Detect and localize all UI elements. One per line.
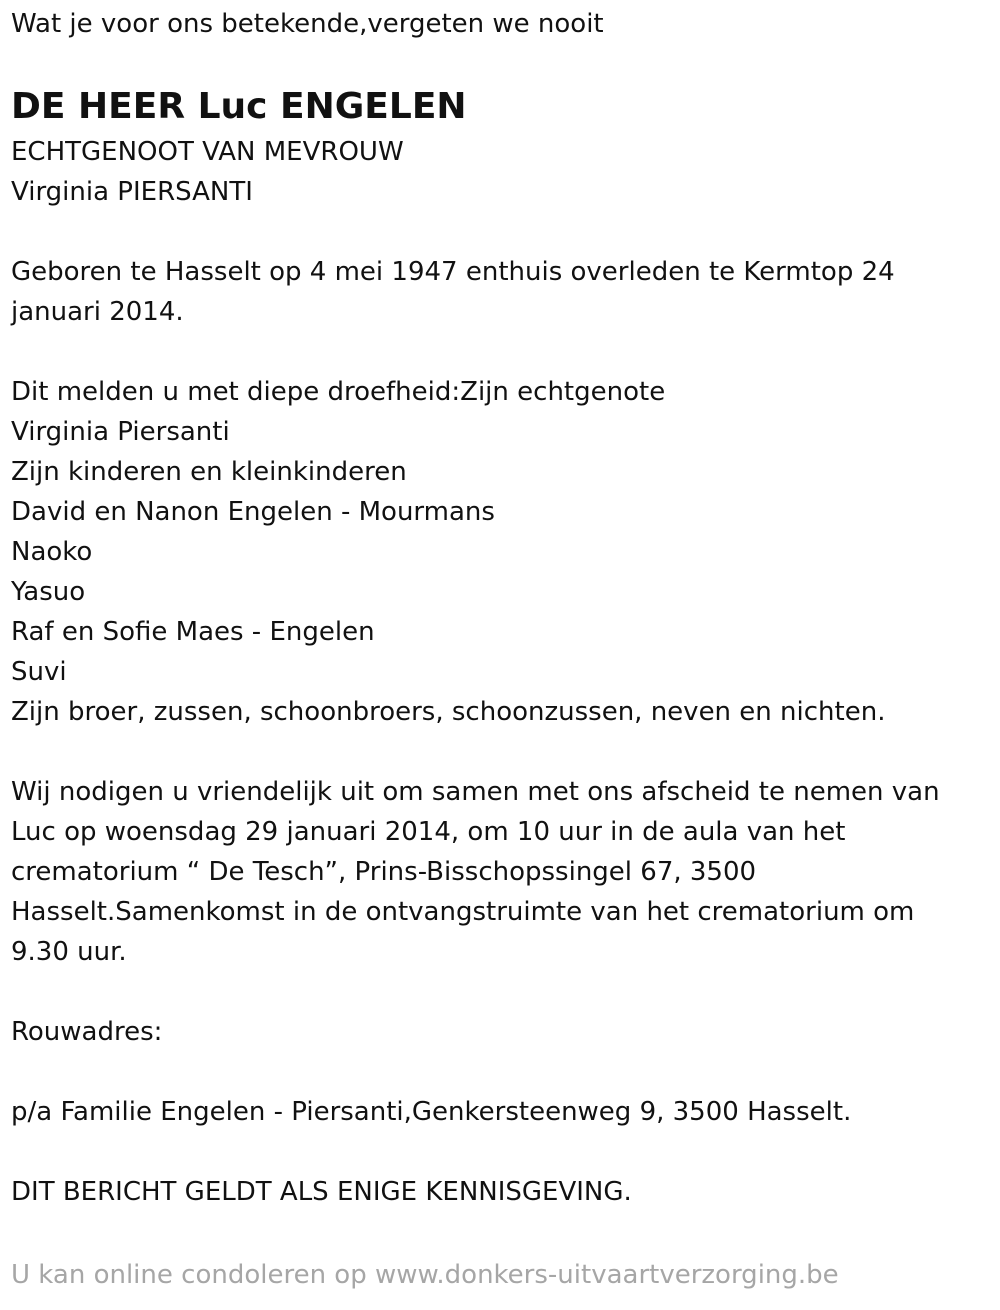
family-line: Dit melden u met diepe droefheid:Zijn echtgenote	[11, 377, 666, 407]
spouse-name: Virginia PIERSANTI	[11, 177, 253, 207]
family-paragraph	[11, 372, 986, 732]
invitation-line: Wij nodigen u vriendelijk uit om samen met ons afscheid te nemen van	[11, 777, 940, 807]
family-line: Zijn kinderen en kleinkinderen	[11, 457, 407, 487]
family-line: David en Nanon Engelen - Mourmans	[11, 497, 495, 527]
family-line: Raf en Sofie Maes - Engelen	[11, 617, 375, 647]
family-line: Naoko	[11, 537, 93, 567]
notice-text: DIT BERICHT GELDT ALS ENIGE KENNISGEVING.	[11, 1177, 632, 1207]
deceased-name: DE HEER Luc ENGELEN	[11, 86, 467, 127]
birth-death-line: Geboren te Hasselt op 4 mei 1947 enthuis overleden te Kermtop 24	[11, 257, 895, 287]
motto: Wat je voor ons betekende,vergeten we nooit	[11, 9, 604, 39]
family-line: Yasuo	[11, 577, 86, 607]
death-notice	[11, 0, 986, 1212]
family-line: Virginia Piersanti	[11, 417, 230, 447]
spouse-title: ECHTGENOOT VAN MEVROUW	[11, 137, 404, 167]
address-label: Rouwadres:	[11, 1017, 163, 1047]
condolence-link-text[interactable]: U kan online condoleren op www.donkers-uitvaartverzorging.be	[11, 1260, 839, 1290]
notice-paragraph	[11, 1172, 986, 1212]
invitation-line: Luc op woensdag 29 januari 2014, om 10 uur in de aula van het	[11, 817, 846, 847]
invitation-paragraph	[11, 772, 986, 972]
family-line: Suvi	[11, 657, 67, 687]
birth-death-paragraph	[11, 252, 986, 332]
address-paragraph	[11, 1092, 986, 1132]
invitation-line: 9.30 uur.	[11, 937, 127, 967]
invitation-line: Hasselt.Samenkomst in de ontvangstruimte van het crematorium om	[11, 897, 915, 927]
address-label-paragraph	[11, 1012, 986, 1052]
mourning-address: p/a Familie Engelen - Piersanti,Genkersteenweg 9, 3500 Hasselt.	[11, 1097, 852, 1127]
birth-death-line: januari 2014.	[11, 297, 184, 327]
family-line: Zijn broer, zussen, schoonbroers, schoonzussen, neven en nichten.	[11, 697, 886, 727]
invitation-line: crematorium “ De Tesch”, Prins-Bisschopssingel 67, 3500	[11, 857, 757, 887]
